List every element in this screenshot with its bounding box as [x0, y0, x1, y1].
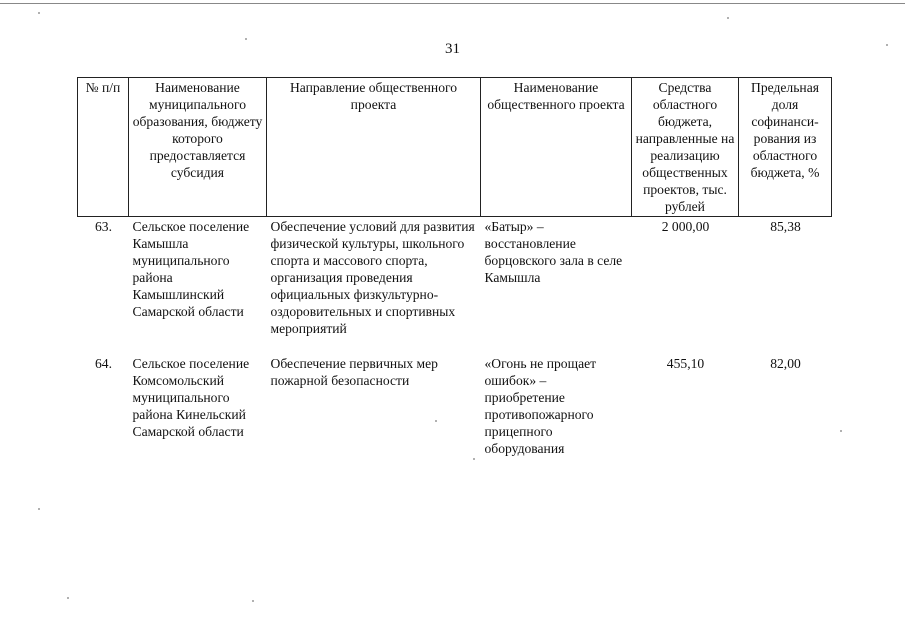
row-share: 85,38 [770, 219, 801, 234]
scan-speck [38, 12, 40, 14]
scan-speck [252, 600, 254, 602]
row-municipality: Сельское поселение Комсомольский муниципального района Кинельский Самарской области [132, 356, 250, 439]
subsidy-table [77, 77, 832, 457]
row-funds: 2 000,00 [661, 219, 710, 234]
row-direction: Обеспечение условий для развития физической культуры, школьного спорта и массового спорта, организация проведения официальных физкультурно-оздоровительных и спортивных мероприятий [270, 219, 475, 336]
scan-speck [245, 38, 247, 40]
row-share: 82,00 [770, 356, 801, 371]
scan-speck [727, 17, 729, 19]
row-number: 64. [95, 356, 112, 371]
row-project: «Батыр» – восстановление борцовского зала в селе Камышла [484, 219, 623, 285]
scan-speck [840, 430, 842, 432]
row-number: 63. [95, 219, 112, 234]
scan-speck [473, 458, 475, 460]
scan-speck [38, 508, 40, 510]
scan-speck [435, 420, 437, 422]
page-number: 31 [445, 41, 460, 57]
header-project: Наименование общественного проекта [481, 78, 632, 217]
scan-speck [886, 44, 888, 46]
scan-top-edge [0, 3, 905, 4]
table-row [78, 354, 832, 457]
header-direction: Направление общественного проекта [267, 78, 481, 217]
scan-speck [67, 597, 69, 599]
header-funds: Средства областного бюджета, направленные на реализацию общественных проектов, тыс. рублей [632, 78, 739, 217]
table-row [78, 217, 832, 355]
header-number: № п/п [78, 78, 129, 217]
header-share: Предельная доля софинанси-рования из областного бюджета, % [739, 78, 832, 217]
row-project: «Огонь не прощает ошибок» – приобретение противопожарного прицепного оборудования [484, 356, 597, 456]
row-direction: Обеспечение первичных мер пожарной безопасности [270, 356, 438, 388]
header-municipality: Наименование муниципального образования, бюджету которого предоставляется субсидия [129, 78, 267, 217]
row-funds: 455,10 [666, 356, 705, 371]
row-municipality: Сельское поселение Камышла муниципального района Камышлинский Самарской области [132, 219, 250, 319]
table-header-row [78, 78, 832, 217]
